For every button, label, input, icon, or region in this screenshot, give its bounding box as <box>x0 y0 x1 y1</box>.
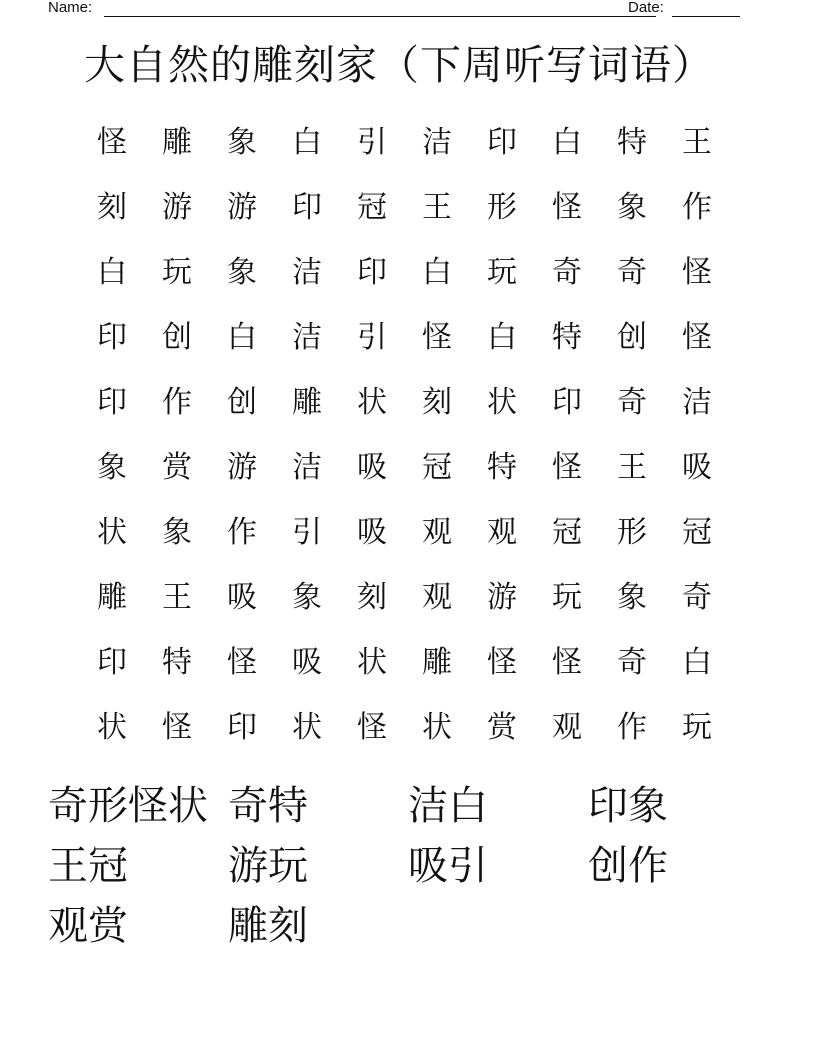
grid-cell: 冠 <box>552 515 582 550</box>
grid-cell: 雕 <box>162 125 192 160</box>
grid-cell: 雕 <box>97 580 127 615</box>
grid-cell: 雕 <box>292 385 322 420</box>
name-label: Name: <box>48 0 93 16</box>
grid-cell: 奇 <box>552 255 582 290</box>
grid-cell: 白 <box>227 320 257 355</box>
grid-cell: 状 <box>292 710 322 745</box>
grid-cell: 特 <box>162 645 192 680</box>
word-bank-item: 洁白 <box>408 783 488 829</box>
grid-cell: 王 <box>422 190 452 225</box>
grid-cell: 吸 <box>682 450 712 485</box>
grid-cell: 状 <box>487 385 517 420</box>
grid-row <box>97 443 757 508</box>
grid-cell: 奇 <box>617 385 647 420</box>
grid-cell: 王 <box>682 125 712 160</box>
grid-cell: 玩 <box>487 255 517 290</box>
grid-cell: 洁 <box>292 320 322 355</box>
grid-cell: 怪 <box>682 255 712 290</box>
grid-cell: 白 <box>682 645 712 680</box>
grid-cell: 象 <box>227 255 257 290</box>
grid-cell: 观 <box>487 515 517 550</box>
grid-row <box>97 703 757 768</box>
grid-cell: 吸 <box>292 645 322 680</box>
grid-cell: 白 <box>422 255 452 290</box>
grid-cell: 怪 <box>487 645 517 680</box>
grid-cell: 奇 <box>617 645 647 680</box>
word-bank-item: 雕刻 <box>228 903 308 949</box>
grid-cell: 雕 <box>422 645 452 680</box>
grid-cell: 冠 <box>422 450 452 485</box>
grid-cell: 怪 <box>357 710 387 745</box>
grid-cell: 怪 <box>552 645 582 680</box>
grid-cell: 王 <box>617 450 647 485</box>
word-bank-row <box>48 900 768 960</box>
grid-cell: 创 <box>617 320 647 355</box>
grid-cell: 洁 <box>292 450 322 485</box>
grid-cell: 象 <box>292 580 322 615</box>
grid-cell: 冠 <box>682 515 712 550</box>
grid-cell: 作 <box>682 190 712 225</box>
grid-cell: 怪 <box>162 710 192 745</box>
grid-cell: 印 <box>97 385 127 420</box>
grid-cell: 怪 <box>227 645 257 680</box>
grid-cell: 形 <box>617 515 647 550</box>
grid-cell: 刻 <box>357 580 387 615</box>
word-search-grid <box>97 118 757 768</box>
word-bank-item: 吸引 <box>408 843 488 889</box>
word-bank-item: 创作 <box>588 843 668 889</box>
grid-cell: 引 <box>357 125 387 160</box>
grid-cell: 怪 <box>682 320 712 355</box>
grid-cell: 赏 <box>487 710 517 745</box>
word-bank <box>48 780 768 960</box>
grid-cell: 状 <box>357 385 387 420</box>
grid-row <box>97 378 757 443</box>
word-bank-item: 游玩 <box>228 843 308 889</box>
word-bank-item: 印象 <box>588 783 668 829</box>
grid-cell: 奇 <box>617 255 647 290</box>
grid-cell: 吸 <box>357 450 387 485</box>
grid-cell: 状 <box>422 710 452 745</box>
grid-cell: 冠 <box>357 190 387 225</box>
grid-cell: 玩 <box>552 580 582 615</box>
grid-cell: 王 <box>162 580 192 615</box>
grid-cell: 刻 <box>422 385 452 420</box>
grid-cell: 作 <box>162 385 192 420</box>
grid-cell: 作 <box>227 515 257 550</box>
grid-cell: 洁 <box>292 255 322 290</box>
grid-cell: 白 <box>487 320 517 355</box>
page-title: 大自然的雕刻家（下周听写词语） <box>84 41 714 89</box>
grid-row <box>97 313 757 378</box>
grid-cell: 洁 <box>682 385 712 420</box>
grid-cell: 观 <box>422 580 452 615</box>
grid-cell: 特 <box>552 320 582 355</box>
grid-cell: 洁 <box>422 125 452 160</box>
grid-cell: 印 <box>552 385 582 420</box>
grid-cell: 引 <box>292 515 322 550</box>
word-bank-item: 王冠 <box>48 843 128 889</box>
grid-cell: 游 <box>487 580 517 615</box>
grid-cell: 印 <box>97 320 127 355</box>
date-label: Date: <box>628 0 664 16</box>
grid-cell: 刻 <box>97 190 127 225</box>
word-bank-row <box>48 840 768 900</box>
name-blank-line <box>104 16 656 17</box>
grid-row <box>97 248 757 313</box>
grid-cell: 象 <box>227 125 257 160</box>
grid-cell: 作 <box>617 710 647 745</box>
grid-cell: 特 <box>487 450 517 485</box>
grid-cell: 怪 <box>552 190 582 225</box>
grid-cell: 引 <box>357 320 387 355</box>
grid-cell: 怪 <box>552 450 582 485</box>
grid-cell: 状 <box>357 645 387 680</box>
date-blank-line <box>672 16 740 17</box>
word-bank-item: 奇形怪状 <box>48 783 208 829</box>
grid-cell: 观 <box>422 515 452 550</box>
word-bank-item: 观赏 <box>48 903 128 949</box>
grid-cell: 玩 <box>162 255 192 290</box>
grid-cell: 游 <box>162 190 192 225</box>
grid-cell: 怪 <box>422 320 452 355</box>
grid-cell: 白 <box>552 125 582 160</box>
grid-row <box>97 183 757 248</box>
grid-cell: 形 <box>487 190 517 225</box>
grid-cell: 象 <box>617 580 647 615</box>
grid-cell: 象 <box>617 190 647 225</box>
grid-row <box>97 638 757 703</box>
grid-cell: 吸 <box>357 515 387 550</box>
grid-cell: 怪 <box>97 125 127 160</box>
grid-cell: 白 <box>97 255 127 290</box>
grid-cell: 奇 <box>682 580 712 615</box>
grid-cell: 印 <box>97 645 127 680</box>
grid-cell: 吸 <box>227 580 257 615</box>
grid-cell: 象 <box>162 515 192 550</box>
word-bank-item: 奇特 <box>228 783 308 829</box>
grid-cell: 创 <box>162 320 192 355</box>
grid-cell: 游 <box>227 450 257 485</box>
name-date-header <box>48 0 748 20</box>
grid-row <box>97 573 757 638</box>
grid-cell: 印 <box>227 710 257 745</box>
grid-cell: 特 <box>617 125 647 160</box>
grid-cell: 印 <box>487 125 517 160</box>
grid-row <box>97 118 757 183</box>
grid-cell: 白 <box>292 125 322 160</box>
grid-row <box>97 508 757 573</box>
word-bank-row <box>48 780 768 840</box>
grid-cell: 创 <box>227 385 257 420</box>
grid-cell: 象 <box>97 450 127 485</box>
grid-cell: 状 <box>97 710 127 745</box>
grid-cell: 观 <box>552 710 582 745</box>
grid-cell: 玩 <box>682 710 712 745</box>
grid-cell: 印 <box>292 190 322 225</box>
grid-cell: 印 <box>357 255 387 290</box>
grid-cell: 状 <box>97 515 127 550</box>
grid-cell: 游 <box>227 190 257 225</box>
grid-cell: 赏 <box>162 450 192 485</box>
